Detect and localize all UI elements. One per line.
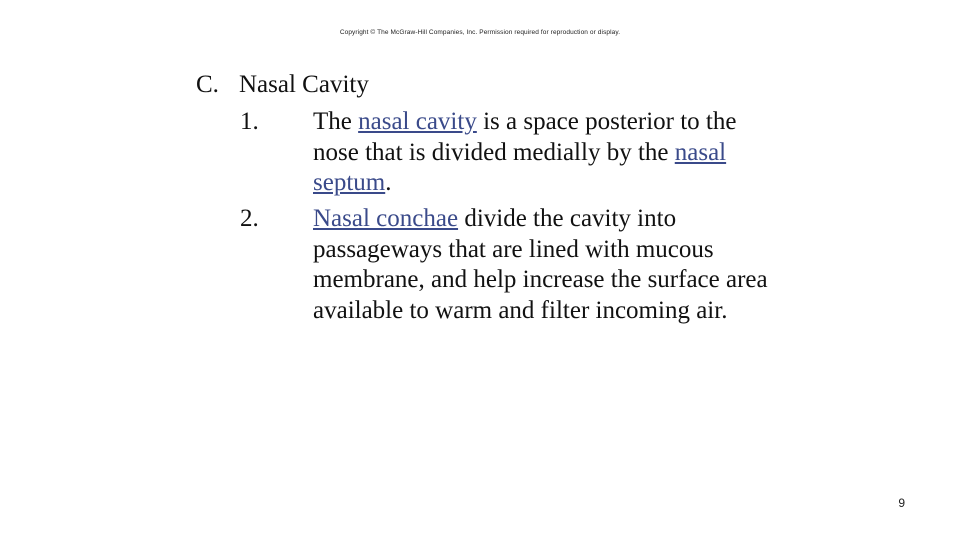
list-item-number: 1.	[240, 108, 259, 135]
list-item-text	[313, 204, 783, 326]
section-title: Nasal Cavity	[239, 71, 369, 98]
text-segment: divide the cavity into passageways that are lined with mucous membrane, and help increase the surface area available to warm and filter incoming air.	[313, 205, 768, 324]
term-link-nasal-conchae[interactable]: Nasal conchae	[313, 205, 459, 232]
text-segment: is a space posterior to the nose that is divided medially by the	[313, 108, 737, 166]
section-letter: C.	[196, 71, 219, 98]
list-item-number: 2.	[240, 205, 259, 232]
list-item	[240, 107, 800, 199]
text-segment: .	[385, 169, 392, 196]
term-link-nasal-cavity[interactable]: nasal cavity	[358, 108, 477, 135]
copyright-notice: Copyright © The McGraw-Hill Companies, Inc. Permission required for reproduction or display.	[339, 29, 621, 36]
section-heading	[196, 69, 369, 101]
text-segment: The	[313, 108, 359, 135]
list-item	[240, 204, 800, 326]
term-link-nasal-septum[interactable]: nasal septum	[313, 138, 727, 196]
list-item-text	[313, 107, 783, 199]
page-number: 9	[898, 496, 905, 510]
